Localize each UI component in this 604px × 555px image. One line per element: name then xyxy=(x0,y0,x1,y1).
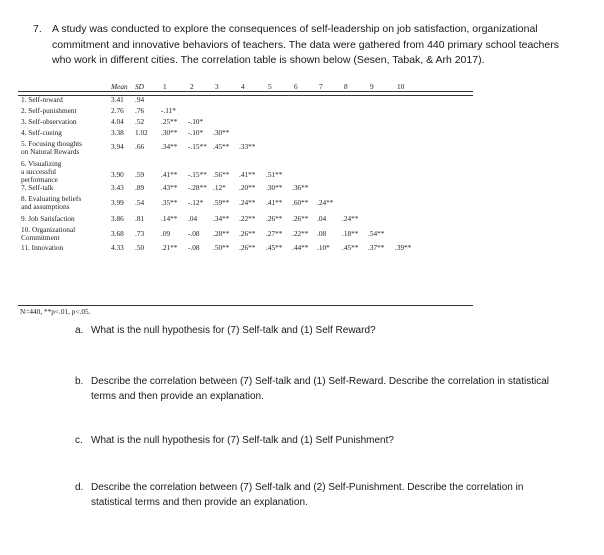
correlation-cell: .34** xyxy=(161,142,178,151)
mean-cell: 3.38 xyxy=(111,128,124,137)
table-bottom-rule xyxy=(18,305,473,306)
correlation-cell: .34** xyxy=(213,214,230,223)
table-header: 8 xyxy=(344,82,348,91)
mean-cell: 2.76 xyxy=(111,106,124,115)
mean-cell: 3.43 xyxy=(111,183,124,192)
correlation-cell: -.11* xyxy=(161,106,176,115)
correlation-cell: .30** xyxy=(213,128,230,137)
correlation-cell: .22** xyxy=(239,214,256,223)
correlation-cell: .30** xyxy=(161,128,178,137)
subquestion-line: Describe the correlation between (7) Self-talk and (2) Self-Punishment. Describe the correlation in xyxy=(91,482,524,493)
table-header: 4 xyxy=(241,82,245,91)
correlation-cell: .36** xyxy=(292,183,309,192)
table-note: N=440, **p<.01, p<.05. xyxy=(20,307,91,316)
table-header-rule xyxy=(18,95,473,96)
table-header: 7 xyxy=(319,82,323,91)
row-label: 1. Self-reward xyxy=(21,95,63,104)
subquestion-line: What is the null hypothesis for (7) Self-talk and (1) Self Punishment? xyxy=(91,435,394,446)
correlation-cell: .45** xyxy=(266,243,283,252)
table-header: SD xyxy=(135,82,144,91)
correlation-cell: .35** xyxy=(161,198,178,207)
correlation-cell: .18** xyxy=(342,229,359,238)
correlation-cell: .24** xyxy=(317,198,334,207)
row-label: 8. Evaluating beliefs xyxy=(21,194,82,203)
correlation-cell: .08 xyxy=(317,229,327,238)
correlation-cell: .22** xyxy=(292,229,309,238)
sd-cell: .50 xyxy=(135,243,145,252)
intro-line: A study was conducted to explore the consequences of self-leadership on job satisfaction, organizational xyxy=(52,23,538,35)
sd-cell: .94 xyxy=(135,95,145,104)
row-label: 10. Organizational xyxy=(21,225,76,234)
row-label: and assumptions xyxy=(21,202,70,211)
mean-cell: 3.90 xyxy=(111,170,124,179)
table-header: Mean xyxy=(111,82,128,91)
row-label: on Natural Rewards xyxy=(21,147,80,156)
table-top-rule xyxy=(18,91,473,92)
correlation-cell: .04 xyxy=(317,214,327,223)
mean-cell: 4.33 xyxy=(111,243,124,252)
correlation-cell: .28** xyxy=(213,229,230,238)
sd-cell: .76 xyxy=(135,106,145,115)
sd-cell: .89 xyxy=(135,183,145,192)
sd-cell: 1.02 xyxy=(135,128,148,137)
correlation-cell: .26** xyxy=(239,243,256,252)
row-label: 7. Self-talk xyxy=(21,183,54,192)
subquestion-line: terms and then provide an explanation. xyxy=(91,391,264,402)
correlation-table xyxy=(18,83,473,318)
correlation-cell: .59** xyxy=(213,198,230,207)
correlation-cell: .12* xyxy=(213,183,226,192)
correlation-cell: .20** xyxy=(239,183,256,192)
correlation-cell: .50** xyxy=(213,243,230,252)
row-label: 3. Self-observation xyxy=(21,117,77,126)
subquestion-letter: a. xyxy=(75,325,84,336)
correlation-cell: .14** xyxy=(161,214,178,223)
row-label: performance xyxy=(21,175,58,184)
correlation-cell: .51** xyxy=(266,170,283,179)
correlation-cell: .26** xyxy=(266,214,283,223)
mean-cell: 3.94 xyxy=(111,142,124,151)
correlation-cell: .24** xyxy=(239,198,256,207)
subquestion-line: What is the null hypothesis for (7) Self-talk and (1) Self Reward? xyxy=(91,325,376,336)
table-header: 1 xyxy=(163,82,167,91)
mean-cell: 4.04 xyxy=(111,117,124,126)
sd-cell: .73 xyxy=(135,229,145,238)
sd-cell: .66 xyxy=(135,142,145,151)
correlation-cell: .09 xyxy=(161,229,171,238)
correlation-cell: .41** xyxy=(266,198,283,207)
correlation-cell: .25** xyxy=(161,117,178,126)
correlation-cell: -.08 xyxy=(188,229,200,238)
table-header: 2 xyxy=(190,82,194,91)
correlation-cell: .45** xyxy=(213,142,230,151)
row-label: 6. Visualizing xyxy=(21,159,62,168)
correlation-cell: -.08 xyxy=(188,243,200,252)
correlation-cell: .27** xyxy=(266,229,283,238)
subquestion-line: Describe the correlation between (7) Self-talk and (1) Self-Reward. Describe the correlation in statistical xyxy=(91,376,549,387)
sd-cell: .54 xyxy=(135,198,145,207)
correlation-cell: .60** xyxy=(292,198,309,207)
correlation-cell: .41** xyxy=(161,170,178,179)
row-label: a successful xyxy=(21,167,57,176)
correlation-cell: .39** xyxy=(395,243,412,252)
subquestion-letter: b. xyxy=(75,376,84,387)
mean-cell: 3.99 xyxy=(111,198,124,207)
correlation-cell: .43** xyxy=(161,183,178,192)
row-label: 2. Self-punishment xyxy=(21,106,77,115)
correlation-cell: -.15** xyxy=(188,170,207,179)
correlation-cell: .54** xyxy=(368,229,385,238)
subquestion-letter: c. xyxy=(75,435,83,446)
correlation-cell: .21** xyxy=(161,243,178,252)
correlation-cell: .37** xyxy=(368,243,385,252)
subquestion-letter: d. xyxy=(75,482,84,493)
correlation-cell: .24** xyxy=(342,214,359,223)
correlation-cell: .26** xyxy=(239,229,256,238)
mean-cell: 3.86 xyxy=(111,214,124,223)
row-label: 4. Self-cueing xyxy=(21,128,62,137)
table-header: 10 xyxy=(397,82,405,91)
question-number: 7. xyxy=(33,23,42,35)
correlation-cell: .04 xyxy=(188,214,198,223)
table-header: 5 xyxy=(268,82,272,91)
mean-cell: 3.41 xyxy=(111,95,124,104)
sd-cell: .59 xyxy=(135,170,145,179)
correlation-cell: -.10* xyxy=(188,117,204,126)
table-header: 3 xyxy=(215,82,219,91)
table-header: 9 xyxy=(370,82,374,91)
row-label: 9. Job Satisfaction xyxy=(21,214,75,223)
row-label: Commitment xyxy=(21,233,60,242)
sd-cell: .52 xyxy=(135,117,145,126)
subquestion-line: statistical terms and then provide an explanation. xyxy=(91,497,308,508)
correlation-cell: -.15** xyxy=(188,142,207,151)
table-header: 6 xyxy=(294,82,298,91)
question-intro xyxy=(52,22,587,69)
correlation-cell: -.28** xyxy=(188,183,207,192)
correlation-cell: .56** xyxy=(213,170,230,179)
correlation-cell: -.10* xyxy=(188,128,204,137)
row-label: 5. Focusing thoughts xyxy=(21,139,83,148)
mean-cell: 3.68 xyxy=(111,229,124,238)
correlation-cell: .44** xyxy=(292,243,309,252)
correlation-cell: .45** xyxy=(342,243,359,252)
correlation-cell: .30** xyxy=(266,183,283,192)
correlation-cell: .33** xyxy=(239,142,256,151)
sd-cell: .81 xyxy=(135,214,145,223)
row-label: 11. Innovation xyxy=(21,243,64,252)
intro-line: commitment and innovative behaviors of teachers. The data were gathered from 440 primary school teachers xyxy=(52,38,559,51)
correlation-cell: .41** xyxy=(239,170,256,179)
intro-line: who work in different cities. The correlation table is shown below (Sesen, Tabak, & Arh 2017). xyxy=(52,54,485,66)
correlation-cell: -.12* xyxy=(188,198,204,207)
correlation-cell: .10* xyxy=(317,243,330,252)
correlation-cell: .26** xyxy=(292,214,309,223)
